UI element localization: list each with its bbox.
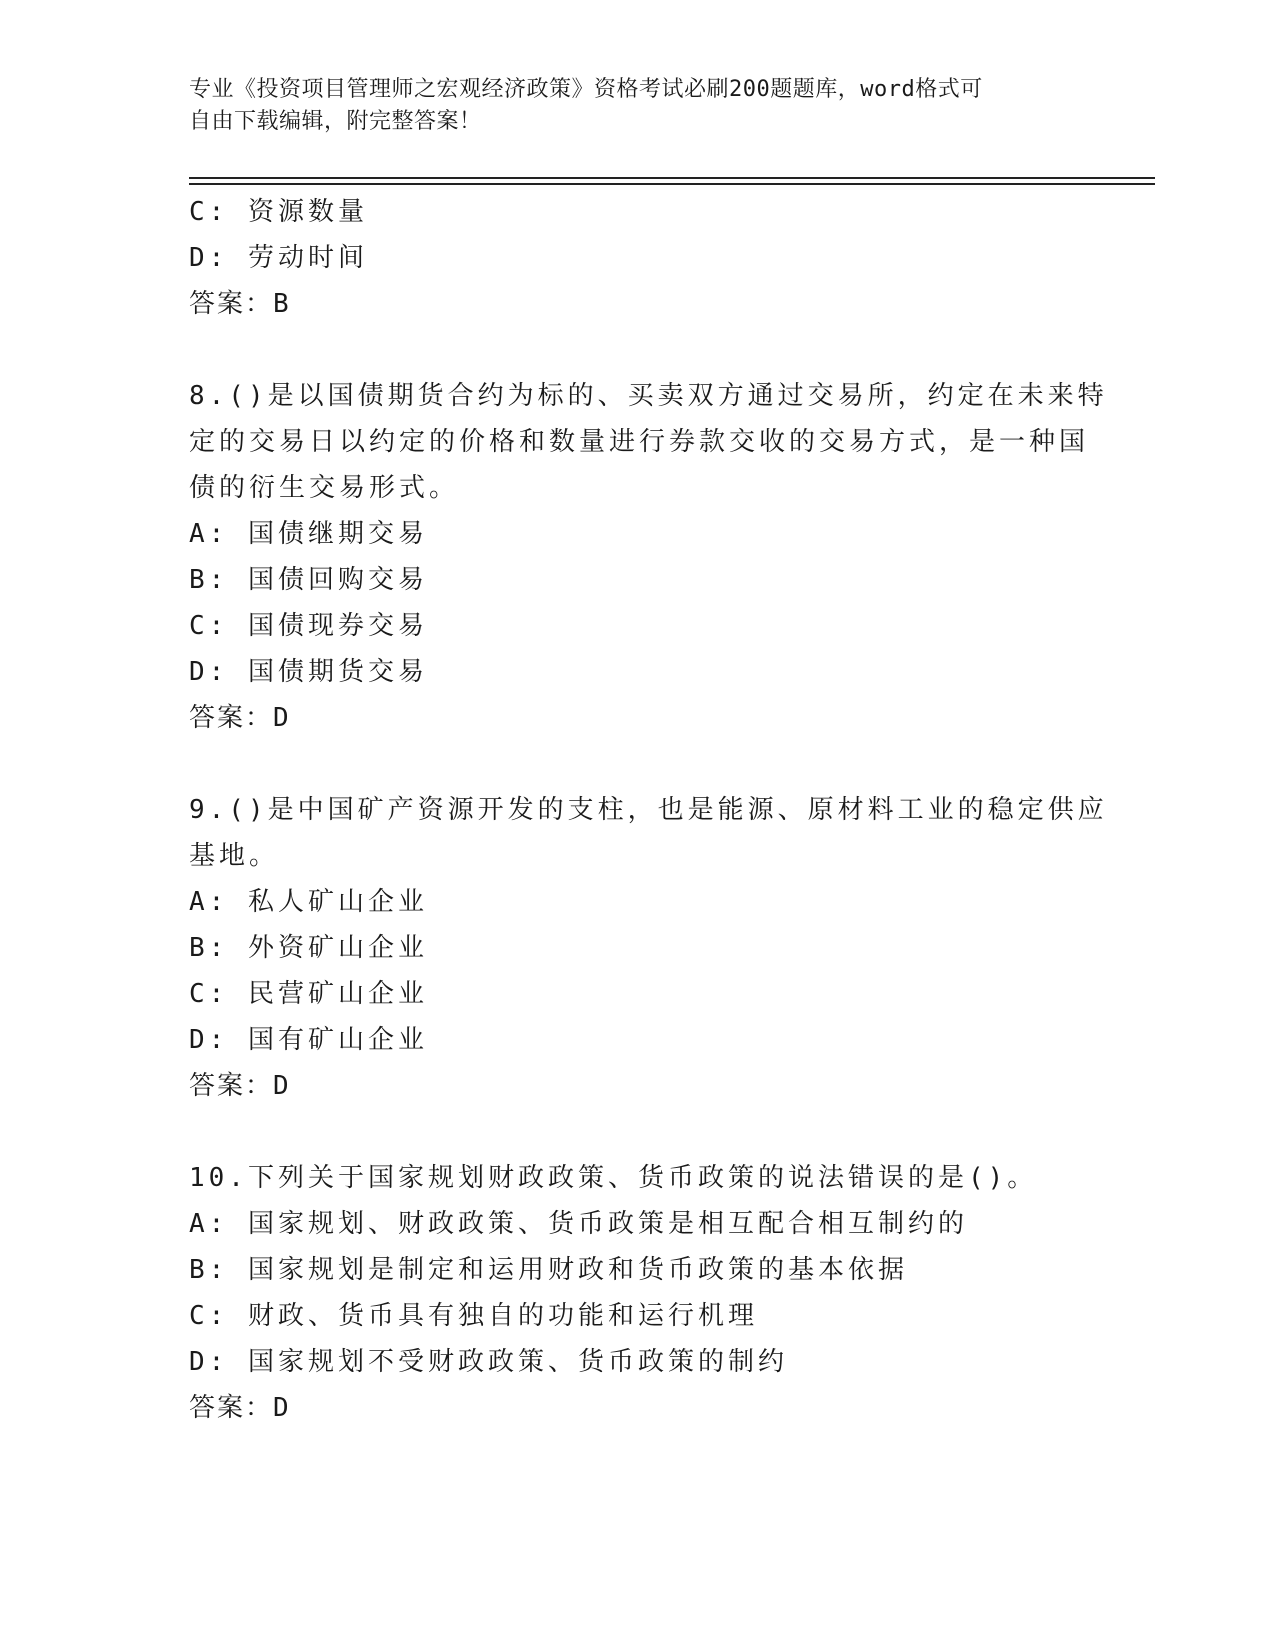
option-d: D: 国有矿山企业 bbox=[189, 1025, 428, 1055]
answer-line: 答案：B bbox=[189, 289, 291, 319]
option-c: C: 民营矿山企业 bbox=[189, 979, 428, 1009]
option-d: D: 国家规划不受财政政策、货币政策的制约 bbox=[189, 1347, 788, 1377]
document-header bbox=[189, 74, 1069, 138]
option-d: D: 国债期货交易 bbox=[189, 657, 428, 687]
option-b: B: 国债回购交易 bbox=[189, 565, 428, 595]
answer-line: 答案：D bbox=[189, 703, 291, 733]
option-c: C: 资源数量 bbox=[189, 197, 368, 227]
question-10-text: 10.下列关于国家规划财政政策、货币政策的说法错误的是()。 bbox=[189, 1163, 1038, 1193]
option-c: C: 财政、货币具有独自的功能和运行机理 bbox=[189, 1301, 758, 1331]
question-8-text: 8.()是以国债期货合约为标的、买卖双方通过交易所，约定在未来特 bbox=[189, 381, 1108, 411]
answer-line: 答案：D bbox=[189, 1393, 291, 1423]
header-line-1: 专业《投资项目管理师之宏观经济政策》资格考试必刷200题题库，word格式可 bbox=[189, 77, 983, 102]
option-d: D: 劳动时间 bbox=[189, 243, 368, 273]
option-b: B: 国家规划是制定和运用财政和货币政策的基本依据 bbox=[189, 1255, 908, 1285]
header-line-2: 自由下载编辑，附完整答案！ bbox=[189, 109, 482, 134]
option-a: A: 国家规划、财政政策、货币政策是相互配合相互制约的 bbox=[189, 1209, 968, 1239]
question-content bbox=[189, 189, 1108, 1431]
header-divider-top bbox=[189, 177, 1155, 179]
option-a: A: 国债继期交易 bbox=[189, 519, 428, 549]
question-9-text: 9.()是中国矿产资源开发的支柱，也是能源、原材料工业的稳定供应 bbox=[189, 795, 1108, 825]
option-a: A: 私人矿山企业 bbox=[189, 887, 428, 917]
answer-line: 答案：D bbox=[189, 1071, 291, 1101]
option-b: B: 外资矿山企业 bbox=[189, 933, 428, 963]
question-9-text: 基地。 bbox=[189, 841, 280, 871]
header-divider-bottom bbox=[189, 183, 1155, 185]
option-c: C: 国债现券交易 bbox=[189, 611, 428, 641]
question-8-text: 定的交易日以约定的价格和数量进行券款交收的交易方式，是一种国 bbox=[189, 427, 1090, 457]
question-8-text: 债的衍生交易形式。 bbox=[189, 473, 460, 503]
